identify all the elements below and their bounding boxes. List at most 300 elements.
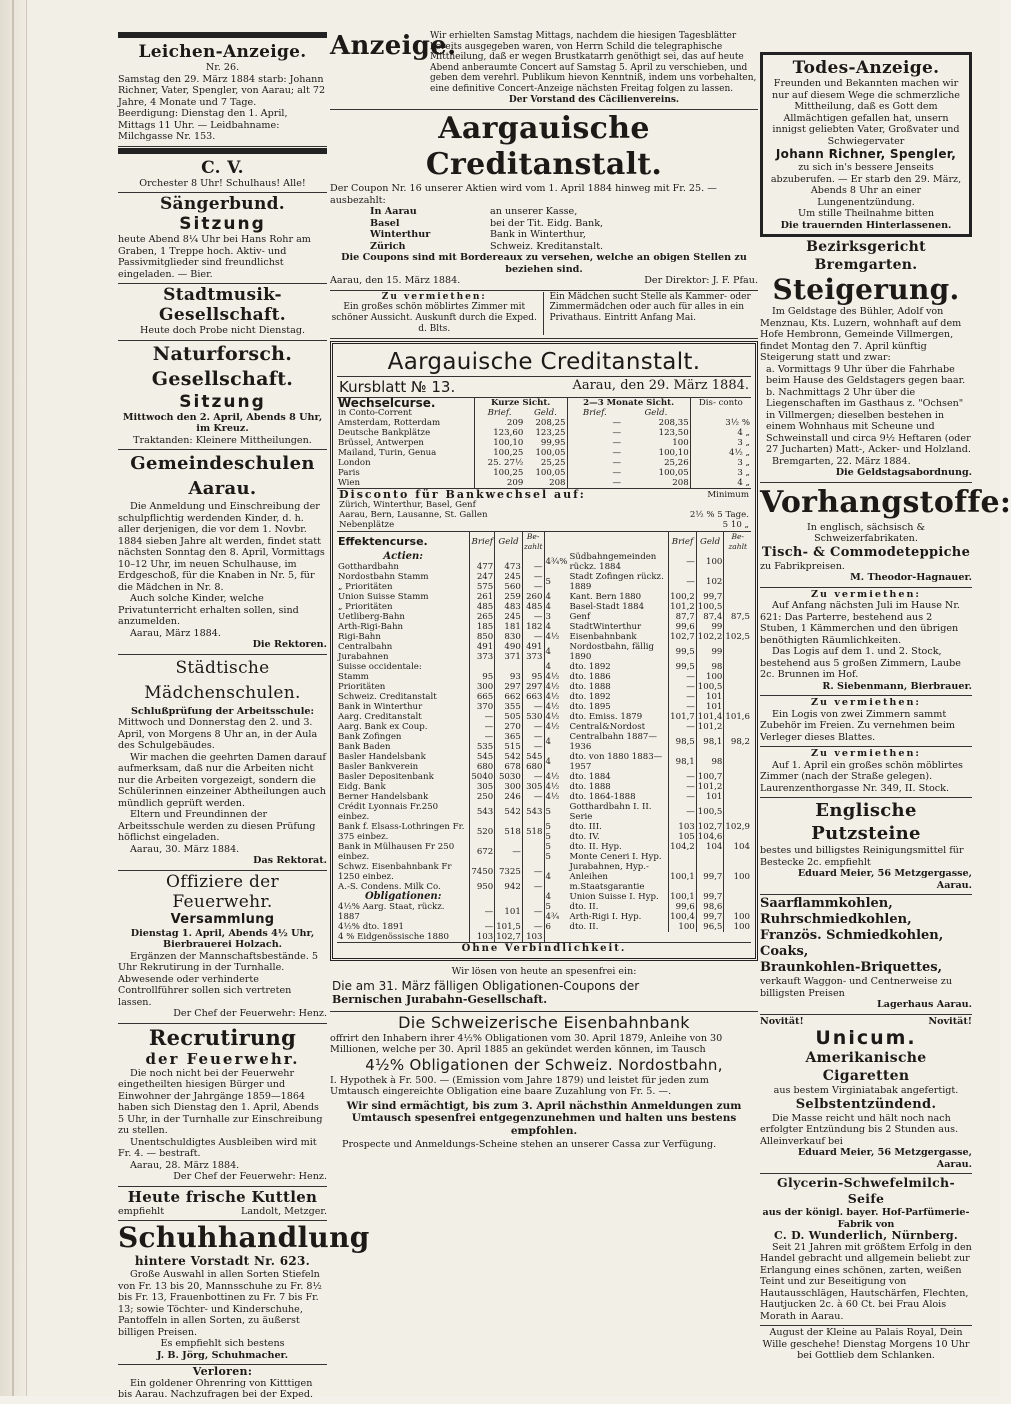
wechsel-value: 123,50 bbox=[658, 427, 689, 438]
effekten-right-row bbox=[545, 602, 752, 612]
todes-sign: Die trauernden Hinterlassenen. bbox=[780, 219, 952, 231]
gemeindeschulen-body: Die Anmeldung und Einschreibung der schulpflichtig werdenden Kinder, d. h. aller derjenigen, die vor dem 1. Novbr. 1884 sieben Jahre alt werden, findet statt nächsten Sonntag den 8. April, Vormittags 10–12 Uhr, im neuen Schulhause, im Erdgeschoß, für die Knaben in Nr. 5, für die Mädchen in Nr. 8. bbox=[118, 501, 325, 593]
wechsel-value: 100,25 bbox=[474, 448, 524, 458]
effekten-name: dto. 1886 bbox=[569, 671, 611, 682]
wechsel-value: — bbox=[567, 448, 622, 458]
disconto-title: Disconto für Bankwechsel auf: bbox=[339, 487, 586, 501]
jura-line2: Die am 31. März fälligen Obligationen-Coupons der bbox=[332, 978, 640, 993]
effekten-value: 518 bbox=[495, 822, 523, 842]
effekten-name: dto. 1884 bbox=[569, 771, 611, 782]
todes-body: Freunden und Bekannten machen wir nur auf diesem Wege die schmerzliche Mittheilung, daß es Gott dem Allmächtigen gefallen hat, unsern innigst geliebten Vater, Großvater und Schwiegervater bbox=[772, 78, 960, 147]
effekten-name: dto. 1864-1888 bbox=[569, 791, 636, 802]
verloren-title: Verloren: bbox=[192, 1365, 253, 1378]
credit1-title: Aargauische Creditanstalt. bbox=[425, 111, 663, 183]
effekten-value: 530 bbox=[522, 712, 543, 722]
effekten-right-row bbox=[545, 782, 752, 792]
kuttlen-left: empfiehlt bbox=[118, 1205, 165, 1217]
effekten-value: 5030 bbox=[495, 772, 523, 782]
effekten-value: 246 bbox=[495, 792, 523, 802]
wechsel-lang-header: 2—3 Monate Sicht. bbox=[567, 398, 690, 408]
effekten-value: 101 bbox=[495, 902, 523, 922]
effekten-value: 98 bbox=[696, 752, 724, 772]
effekten-rate: 4½ bbox=[545, 631, 560, 642]
saengerbund bbox=[118, 193, 327, 284]
effekten-value: 100 bbox=[724, 862, 751, 892]
obligation-name: 4 % Eidgenössische 1880 bbox=[338, 931, 449, 942]
effekten-rate: 4 bbox=[545, 756, 551, 767]
wechsel-row bbox=[337, 428, 751, 438]
unicum-sign: Eduard Meier, 56 Metzgergasse, Aarau. bbox=[797, 1147, 972, 1170]
effekten-rate: 4½ bbox=[545, 721, 560, 732]
wechsel-value: 208,35 bbox=[658, 417, 689, 428]
putzsteine bbox=[760, 798, 972, 895]
effekten-row bbox=[337, 672, 544, 682]
effekten-right-row bbox=[545, 692, 752, 702]
schuh-body: Große Auswahl in allen Sorten Stiefeln von Fr. 13 bis 20, Mannsschuhe zu Fr. 8½ bis Fr. 13, Frauenbottinen zu Fr. 7 bis Fr. 13; sowie Töchter- und Kinderschuhe, Pantoffeln in allen Sorten, zu äußerst billigen Preisen. bbox=[118, 1269, 322, 1338]
effekten-value bbox=[724, 702, 751, 712]
effekten-title: Effektencurse. bbox=[338, 534, 428, 548]
effekten-value bbox=[724, 692, 751, 702]
maedchenschulen-place: Aarau, 30. März 1884. bbox=[130, 843, 240, 855]
effekten-value: 100,5 bbox=[697, 601, 723, 612]
effekten-value: 942 bbox=[495, 882, 523, 892]
effekten-name: dto. 1888 bbox=[569, 781, 611, 792]
effekten-value: — bbox=[522, 612, 543, 622]
effekten-value: 542 bbox=[495, 802, 523, 822]
august-notice bbox=[760, 1326, 972, 1365]
anzeige-body: Wir erhielten Samstag Mittags, nachdem die hiesigen Tagesblätter bereits ausgegeben waren, von Herrn Schild die telegraphische Mittheilung, daß er wegen Brustkatarrh genöthigt sei, das auf heute Abend anberaumte Concert auf Samstag 5. April zu verschieben, und geben dem verehrl. Publikum hievon Kenntniß, indem uns vorbehalten, eine definitive Concert-Anzeige nächsten Freitag folgen zu lassen. bbox=[430, 31, 757, 94]
verloren bbox=[118, 1365, 327, 1404]
credit1-location-row bbox=[370, 229, 758, 241]
vermiethen-maedchen-row bbox=[330, 291, 758, 339]
eisen-bold: Wir sind ermächtigt, bis zum 3. April nächsthin Anmeldungen zum Umtausch spesenfrei entgegenzunehmen und halten uns bestens empfohlen. bbox=[346, 1099, 742, 1137]
effekten-rate: 4½ bbox=[545, 701, 560, 712]
effekten-value: 95 bbox=[470, 672, 495, 682]
verm1-sign: R. Siebenmann, Bierbrauer. bbox=[822, 680, 972, 692]
effekten-value: 100,1 bbox=[669, 862, 697, 892]
todes-title: Todes-Anzeige. bbox=[792, 58, 940, 78]
wechsel-row bbox=[337, 448, 751, 458]
kuttlen-right: Landolt, Metzger. bbox=[240, 1205, 327, 1217]
effekten-rate: 5 bbox=[545, 901, 551, 912]
verm2-body: Ein Logis von zwei Zimmern sammt Zubehör im Freien. Zu vernehmen beim Verleger dieses Blattes. bbox=[760, 708, 956, 743]
effekten-value: 87,5 bbox=[724, 612, 751, 622]
effekten-value: 98,1 bbox=[696, 732, 724, 752]
effekten-name: Arth-Rigi-Bahn bbox=[338, 621, 404, 632]
effR-h-geld: Geld bbox=[696, 532, 724, 552]
effekten-value: 300 bbox=[470, 682, 495, 692]
wechsel-value: 208 bbox=[549, 477, 566, 488]
todes-body2: zu sich in's bessere Jenseits abzuberufen. — Er starb den 29. März, Abends 8 Uhr an einer Lungenentzündung. bbox=[770, 162, 962, 208]
page-fold-line bbox=[12, 0, 14, 1396]
wechsel-kurz-header: Kurze Sicht. bbox=[474, 398, 567, 408]
effekten-right-row bbox=[545, 552, 752, 572]
credit1-location-bank: bei der Tit. Eidg. Bank, bbox=[490, 217, 604, 229]
bez-sub: Steigerung. bbox=[772, 273, 960, 306]
wechsel-place: Mailand, Turin, Genua bbox=[338, 447, 437, 458]
effekten-value: — bbox=[522, 632, 543, 642]
effekten-value: 101,2 bbox=[697, 781, 723, 792]
wechsel-h-geld1: Geld. bbox=[533, 407, 557, 418]
effekten-value: — bbox=[470, 712, 495, 722]
effekten-value: 662 bbox=[495, 692, 523, 702]
kuttlen bbox=[118, 1187, 327, 1222]
kohlen-l5: Braunkohlen-Briquettes, bbox=[760, 960, 943, 975]
credit1-sign: Der Direktor: J. F. Pfau. bbox=[644, 275, 758, 287]
effekten-value: 100 bbox=[724, 912, 751, 922]
effekten-name: Prioritäten bbox=[338, 681, 386, 692]
effekten-value: 99,7 bbox=[696, 912, 724, 922]
effekten-value bbox=[470, 662, 495, 672]
effekten-value: — bbox=[522, 862, 543, 882]
glycerin-seife bbox=[760, 1174, 972, 1326]
credit1-body: Der Coupon Nr. 16 unserer Aktien wird vom 1. April 1884 hinweg mit Fr. 25. — ausbezahlt: bbox=[330, 183, 717, 206]
wechsel-value: 209 bbox=[474, 478, 524, 488]
unicum-cigaretten bbox=[760, 1015, 972, 1175]
putz-sign: Eduard Meier, 56 Metzgergasse, Aarau. bbox=[797, 868, 972, 891]
todes-body3: Um stille Theilnahme bitten bbox=[797, 208, 934, 219]
right-column bbox=[760, 30, 1011, 1365]
effekten-name: Bank Zofingen bbox=[338, 731, 402, 742]
effekten-name: Bank in Winterthur bbox=[338, 701, 423, 712]
effekten-value: 297 bbox=[495, 682, 523, 692]
effekten-value: — bbox=[669, 672, 697, 682]
verm2-title: Zu vermiethen: bbox=[811, 697, 921, 708]
effekten-name: dto. III. bbox=[569, 821, 602, 832]
effekten-rate: 4 bbox=[545, 591, 551, 602]
effekten-value: 850 bbox=[470, 632, 495, 642]
effekten-value: 830 bbox=[495, 632, 523, 642]
effekten-value: 101 bbox=[696, 792, 724, 802]
effekten-value: 371 bbox=[495, 652, 523, 662]
putz-title: Englische Putzsteine bbox=[811, 800, 921, 844]
effekten-value bbox=[669, 852, 697, 862]
effekten-row bbox=[337, 862, 544, 882]
effekten-value: 99,6 bbox=[669, 902, 697, 912]
schuh-sub: hintere Vorstadt Nr. 623. bbox=[134, 1254, 311, 1268]
wechsel-value: — bbox=[567, 428, 622, 438]
effekten-rate: 4¾% bbox=[545, 556, 568, 567]
credit1-locations bbox=[330, 206, 758, 252]
eisenbahnbank bbox=[330, 1012, 758, 1154]
effekten-value: 100,7 bbox=[697, 771, 723, 782]
creditanstalt-coupon bbox=[330, 110, 758, 291]
wechsel-value: 100,10 bbox=[658, 447, 689, 458]
wechsel-place: London bbox=[338, 457, 371, 468]
effekten-name: Nordostbahn, fällig 1890 bbox=[569, 641, 655, 662]
effekten-value: 7325 bbox=[495, 862, 523, 882]
effekten-value: 245 bbox=[495, 612, 523, 622]
effekten-right-row bbox=[545, 832, 752, 842]
leichen-body: Samstag den 29. März 1884 starb: Johann Richner, Vater, Spengler, von Aarau; alt 72 Jahre, 4 Monate und 7 Tage. bbox=[118, 73, 326, 108]
bez-b: b. Nachmittags 2 Uhr über die Liegenschaften im Gasthaus z. "Ochsen" in Villmergen; dieselben bestehen in einem Wohnhaus mit Scheune und Schweinstall und circa 9½ Heftaren (oder 27 Jucharten) Matt-, Acker- und Holzland. bbox=[766, 386, 971, 455]
offiziere-sub: Versammlung bbox=[170, 911, 275, 927]
effekten-name: Basler Depositenbank bbox=[338, 771, 434, 782]
leichen-anzeige bbox=[118, 41, 327, 147]
effekten-value bbox=[522, 842, 543, 862]
effekten-value: 99,5 bbox=[669, 662, 697, 672]
effekten-value: 98 bbox=[696, 662, 724, 672]
disconto-places bbox=[339, 500, 488, 530]
effekten-right-row bbox=[545, 572, 752, 592]
effekten-rate: 4½ bbox=[545, 771, 560, 782]
effekten-value: 7450 bbox=[470, 862, 495, 882]
effekten-row bbox=[337, 822, 544, 842]
effekten-value: 101,2 bbox=[697, 721, 723, 732]
effekten-value: — bbox=[669, 792, 697, 802]
effekten-right-row bbox=[545, 852, 752, 862]
effekten-row bbox=[337, 642, 544, 652]
effekten-row bbox=[337, 792, 544, 802]
effekten-right-row bbox=[545, 682, 752, 692]
effekten-value: 535 bbox=[470, 742, 495, 752]
effekten-row bbox=[337, 922, 544, 932]
effekten-value: 665 bbox=[470, 692, 495, 702]
offiziere-feuerwehr bbox=[118, 871, 327, 1024]
wechsel-sub: in Conto-Corrent bbox=[338, 407, 412, 418]
effekten-value: 373 bbox=[470, 652, 495, 662]
effekten-name: Kant. Bern 1880 bbox=[569, 591, 642, 602]
effekten-value: 672 bbox=[470, 842, 495, 862]
effekten-row bbox=[337, 742, 544, 752]
effekten-row bbox=[337, 562, 544, 572]
wechsel-value: 3 „ bbox=[690, 438, 751, 448]
effekten-value: 473 bbox=[495, 562, 523, 572]
effekten-name: Aarg. Creditanstalt bbox=[338, 711, 422, 722]
wechsel-h-brief2: Brief. bbox=[567, 408, 622, 418]
effekten-name: dto. von 1880 1883—1957 bbox=[569, 751, 663, 772]
credit1-location-row bbox=[370, 206, 758, 218]
effekten-value: 355 bbox=[495, 702, 523, 712]
effekten-value bbox=[724, 792, 751, 802]
credit1-location-row bbox=[370, 241, 758, 253]
wechsel-value: — bbox=[567, 438, 622, 448]
vorhangstoffe bbox=[760, 483, 1011, 588]
effekten-name: Schweiz. Creditanstalt bbox=[338, 691, 437, 702]
effekten-right-row bbox=[545, 642, 752, 662]
effekten-right-row bbox=[545, 622, 752, 632]
effekten-value bbox=[724, 682, 751, 692]
effekten-value: — bbox=[470, 902, 495, 922]
effekten-value: 101,7 bbox=[670, 711, 695, 722]
effekten-name: dto. Emiss. 1879 bbox=[569, 711, 643, 722]
effekten-value: 100 bbox=[669, 922, 697, 932]
effekten-value: 518 bbox=[522, 822, 543, 842]
effekten-value: 102,5 bbox=[725, 631, 750, 642]
effekten-name: Centralbahn bbox=[338, 641, 393, 652]
effekten-value: — bbox=[669, 722, 697, 732]
wechsel-h-brief1: Brief. bbox=[474, 408, 524, 418]
wechsel-value: 4 „ bbox=[690, 478, 751, 488]
effekten-row bbox=[337, 612, 544, 622]
effekten-name: Basler Bankverein bbox=[338, 761, 419, 772]
vorhang-title: Vorhangstoffe: bbox=[760, 484, 1011, 520]
effekten-value: — bbox=[669, 782, 697, 792]
kohlen-l2: Ruhrschmiedkohlen, bbox=[760, 912, 912, 927]
effekten-value: 678 bbox=[495, 762, 523, 772]
effekten-right-row bbox=[545, 612, 752, 622]
wechselcurse-table bbox=[337, 395, 751, 488]
effekten-rate: 4½ bbox=[545, 791, 560, 802]
effekten-value bbox=[724, 622, 751, 632]
effekten-value: 300 bbox=[495, 782, 523, 792]
bez-title: Bezirksgericht Bremgarten. bbox=[806, 239, 926, 273]
effekten-value: 102,7 bbox=[670, 631, 695, 642]
effekten-value: 185 bbox=[470, 622, 495, 632]
schuh-title: Schuhhandlung bbox=[118, 1221, 370, 1254]
effekten-value: 101,2 bbox=[670, 601, 695, 612]
effekten-row bbox=[337, 932, 544, 942]
effekten-value: 102,9 bbox=[725, 821, 750, 832]
verm1-title: Zu vermiethen: bbox=[811, 588, 921, 600]
effekten-name: Crédit Lyonnais Fr.250 einbez. bbox=[338, 801, 439, 822]
vorhang-body2: zu Fabrikpreisen. bbox=[760, 560, 845, 572]
wechsel-value: 25. 27½ bbox=[474, 458, 524, 468]
effR-h-bez: Be- zahlt bbox=[724, 532, 751, 552]
effekten-value: 99 bbox=[696, 622, 724, 632]
effekten-name: dto. IV. bbox=[569, 831, 600, 842]
effekten-value: 98,5 bbox=[669, 732, 697, 752]
effekten-value: 365 bbox=[495, 732, 523, 742]
eisen-title: Die Schweizerische Eisenbahnbank bbox=[398, 1012, 690, 1032]
wechsel-disc-header: Dis- conto bbox=[690, 398, 751, 408]
credit1-location-bank: an unserer Kasse, bbox=[490, 206, 578, 218]
effekten-row bbox=[337, 692, 544, 702]
effekten-value: — bbox=[522, 772, 543, 782]
credit1-location-city: Zürich bbox=[370, 240, 406, 252]
jurabahn-coupons bbox=[330, 961, 758, 1012]
effekten-right-row bbox=[545, 672, 752, 682]
recrutirung-title: Recrutirung bbox=[148, 1024, 297, 1050]
maedchenschulen-sign: Das Rektorat. bbox=[253, 855, 327, 866]
august-body: August der Kleine au Palais Royal, Dein Wille geschehe! Dienstag Morgens 10 Uhr bei Gottlieb dem Schlanken. bbox=[762, 1327, 970, 1361]
stadtmusik-body: Heute doch Probe nicht Dienstag. bbox=[139, 325, 306, 336]
effekten-value: 543 bbox=[522, 802, 543, 822]
leichen-nr: Nr. 26. bbox=[205, 62, 240, 73]
eisen-foot: Prospecte und Anmeldungs-Scheine stehen an unserer Cassa zur Verfügung. bbox=[342, 1139, 717, 1151]
effekten-value: — bbox=[669, 702, 697, 712]
wechsel-place: Wien bbox=[338, 477, 361, 488]
offiziere-body2: Ergänzen der Mannschaftsbestände. 5 Uhr Rekrutirung in der Turnhalle. Abwesende oder verhinderte Controllführer sollen sich vertreten lassen. bbox=[118, 950, 318, 1008]
anzeige-caecilien bbox=[330, 30, 758, 110]
maedchenschulen bbox=[118, 655, 327, 871]
effekten-value: 93 bbox=[495, 672, 523, 682]
effekten-name: Union Suisse I. Hyp. bbox=[569, 891, 659, 902]
wechsel-value: 209 bbox=[474, 418, 524, 428]
effekten-value: 182 bbox=[522, 622, 543, 632]
effekten-rate: 4 bbox=[545, 871, 551, 882]
disconto-min: Minimum bbox=[707, 489, 749, 500]
maedchenschulen-title: Städtische Mädchenschulen. bbox=[144, 657, 301, 703]
disconto-rates bbox=[690, 500, 749, 530]
effekten-value: 100 bbox=[724, 922, 751, 932]
effekten-value: 99 bbox=[696, 642, 724, 662]
wechsel-value: 208 bbox=[672, 477, 689, 488]
leichen-title: Leichen-Anzeige. bbox=[138, 42, 307, 62]
wechsel-value: 100,05 bbox=[535, 447, 566, 458]
effekten-row bbox=[337, 602, 544, 612]
verm1-body: Auf Anfang nächsten Juli im Hause Nr. 621: Das Parterre, bestehend aus 2 Stuben, 1 Kämmerchen und den übrigen benöthigten Räumlichkeiten. bbox=[760, 600, 960, 646]
effekten-value: 100,5 bbox=[697, 681, 723, 692]
effekten-value: 104,2 bbox=[670, 841, 695, 852]
effekten-row bbox=[337, 732, 544, 742]
effekten-name: dto. II. Hyp. bbox=[569, 841, 622, 852]
stadtmusik-title: Stadtmusik-Gesellschaft. bbox=[159, 285, 286, 325]
effekten-name: Berner Handelsbank bbox=[338, 791, 429, 802]
effekten-right-row bbox=[545, 922, 752, 932]
effekten-value: 181 bbox=[495, 622, 523, 632]
kurs-blatt: Kursblatt № 13. bbox=[339, 377, 456, 396]
bez-a: a. Vormittags 9 Uhr über die Fahrhabe beim Hause des Geldstagers gegen baar. bbox=[766, 363, 966, 386]
wechsel-value: 25,26 bbox=[664, 457, 689, 468]
credit1-location-city: Winterthur bbox=[370, 229, 431, 241]
effekten-name: Stamm bbox=[338, 671, 369, 682]
effekten-right-row bbox=[545, 912, 752, 922]
effekten-value bbox=[495, 662, 523, 672]
effekten-value bbox=[724, 602, 751, 612]
effekten-right-row bbox=[545, 822, 752, 832]
effekten-row bbox=[337, 712, 544, 722]
effekten-name: Eisenbahnbank bbox=[569, 631, 637, 642]
effekten-name: Bank Baden bbox=[338, 741, 391, 752]
wechsel-place: Amsterdam, Rotterdam bbox=[338, 417, 441, 428]
effekten-right-row bbox=[545, 732, 752, 752]
anzeige-title: Anzeige. bbox=[330, 31, 457, 61]
credit1-location-bank: Schweiz. Kreditanstalt. bbox=[490, 240, 604, 252]
effekten-value bbox=[724, 722, 751, 732]
wechsel-value: 100 bbox=[672, 437, 689, 448]
effekten-name: Stadt Zofingen rückz. 1889 bbox=[569, 571, 664, 592]
verm3-body: Auf 1. April ein großes schön möblirtes Zimmer (nach der Straße gelegen). Laurenzenthorgasse Nr. 349, II. Stock. bbox=[760, 759, 963, 794]
bez-place: Bremgarten, 22. März 1884. bbox=[772, 455, 911, 467]
wechsel-value: 123,60 bbox=[474, 428, 524, 438]
middle-column bbox=[330, 30, 758, 1154]
effekten-name: Jurabahnen, Hyp.-Anleihen m.Staatsgarantie bbox=[569, 861, 649, 892]
saengerbund-title: Sängerbund. bbox=[159, 194, 286, 214]
effekten-name: Gotthardbahn I. II. Serie bbox=[569, 801, 652, 822]
leichen-burial: Beerdigung: Dienstag den 1. April, Mittags 11 Uhr. — Leidbahname: Milchgasse Nr. 153. bbox=[118, 108, 288, 142]
effekten-value: — bbox=[669, 772, 697, 782]
vermiethen-3 bbox=[760, 747, 972, 798]
effekten-value: 98,1 bbox=[669, 752, 697, 772]
effekten-name: Eidg. Bank bbox=[338, 781, 386, 792]
vorhang-sub: Tisch- & Commodeteppiche bbox=[761, 544, 971, 560]
wechsel-place: Deutsche Bankplätze bbox=[338, 427, 431, 438]
effekten-name: A.-S. Condens. Milk Co. bbox=[338, 881, 441, 892]
wechsel-value: 208,25 bbox=[535, 417, 566, 428]
eff-h-brief: Brief bbox=[470, 532, 495, 552]
effekten-right-row bbox=[545, 842, 752, 852]
effekten-value: — bbox=[470, 722, 495, 732]
wechsel-value: 100,05 bbox=[535, 467, 566, 478]
effekten-value: — bbox=[522, 742, 543, 752]
effekten-right-row bbox=[545, 862, 752, 892]
vorhang-sign: M. Theodor-Hagnauer. bbox=[850, 572, 972, 583]
wechsel-value: 4 „ bbox=[690, 428, 751, 438]
effekten-value: 543 bbox=[470, 802, 495, 822]
effekten-value: 505 bbox=[495, 712, 523, 722]
verm1-body2: Das Logis auf dem 1. und 2. Stock, bestehend aus 5 großen Zimmern, Laube 2c. Brunnen im Hof. bbox=[760, 646, 961, 680]
kurs-title: Aargauische Creditanstalt. bbox=[387, 348, 701, 375]
effekten-value: 99,7 bbox=[696, 862, 724, 892]
effekten-value: — bbox=[522, 702, 543, 712]
effekten-row bbox=[337, 772, 544, 782]
effekten-row bbox=[337, 752, 544, 762]
kohlen-l1: Saarflammkohlen, bbox=[760, 896, 893, 911]
glycerin-title: Glycerin-Schwefelmilch-Seife bbox=[777, 1175, 955, 1206]
wechsel-value: — bbox=[567, 478, 622, 488]
disconto-rate: 2½ % 5 Tage. bbox=[689, 509, 749, 520]
